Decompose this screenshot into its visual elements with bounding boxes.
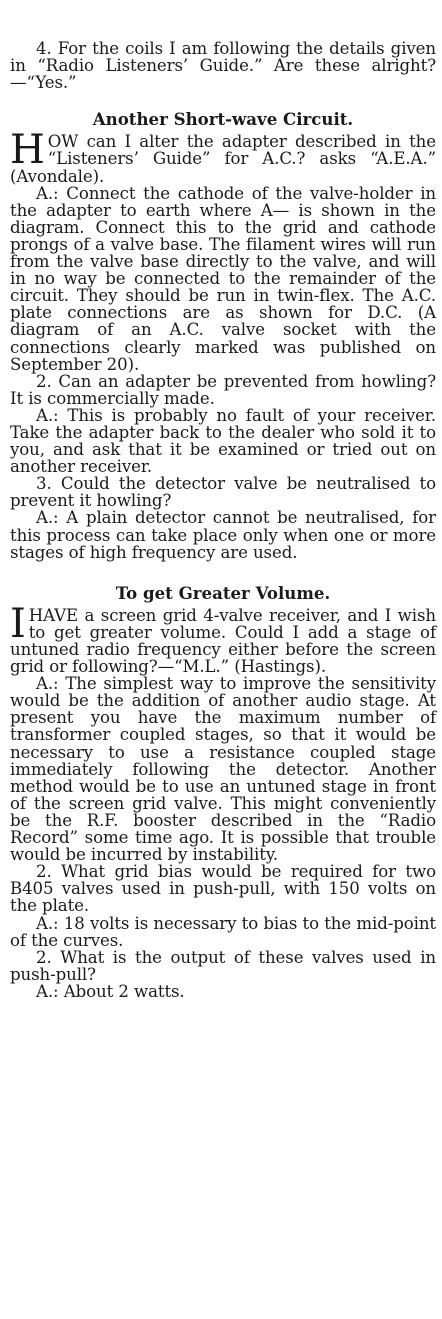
answer-paragraph: A.: About 2 watts. <box>36 981 185 1001</box>
question-paragraph: 2. What is the output of these valves used in push-pull? <box>10 947 436 984</box>
drop-cap-h: H <box>10 127 45 174</box>
answer-paragraph: A.: 18 volts is necessary to bias to the mid-point of the curves. <box>10 913 436 950</box>
answer-paragraph: A.: Connect the cathode of the valve-holder in the adapter to earth where A— is shown in the diagram. Connect this to the grid and cathode prongs of a valve base. The filament wires will run from the valve base directly to the valve, and will in no way be connected to the remainder of the circuit. They should be run in twin-flex. The A.C. plate connections are as shown for D.C. (A diagram of an A.C. valve socket with the connections clearly marked was published on September 20). <box>10 183 436 374</box>
section-intro-adapter <box>10 127 436 186</box>
drop-cap-i: I <box>10 600 26 647</box>
intro-text-adapter: OW can I alter the adapter described in the “Listeners’ Guide” for A.C.? asks “A.E.A.” (Avondale). <box>10 132 436 186</box>
paragraph-coils-question: 4. For the coils I am following the details given in “Radio Listeners’ Guide.” Are these alright?—“Yes.” <box>10 39 436 93</box>
article-column <box>10 40 436 1000</box>
section-heading-short-wave: Another Short-wave Circuit. <box>92 109 354 130</box>
question-paragraph: 3. Could the detector valve be neutralised to prevent it howling? <box>10 474 436 511</box>
answer-paragraph: A.: A plain detector cannot be neutralised, for this process can take place only when one or more stages of high frequency are used. <box>10 508 436 562</box>
question-paragraph: 2. Can an adapter be prevented from howling? It is commercially made. <box>10 371 436 408</box>
answer-paragraph: A.: The simplest way to improve the sensitivity would be the addition of another audio stage. At present you have the maximum number of transformer coupled stages, so that it would be necessary to use a resistance coupled stage immediately following the detector. Another method would be to use an untuned stage in front of the screen grid valve. This might conveniently be the R.F. booster described in the “Radio Record” some time ago. It is possible that trouble would be incurred by instability. <box>10 674 436 865</box>
section-intro-volume <box>10 600 436 677</box>
intro-text-volume: HAVE a screen grid 4-valve receiver, and I wish to get greater volume. Could I add a stage of untuned radio frequency either before the screen grid or following?—“M.L.” (Hastings). <box>10 605 436 677</box>
question-paragraph: 2. What grid bias would be required for two B405 valves used in push-pull, with 150 volts on the plate. <box>10 862 436 916</box>
answer-paragraph: A.: This is probably no fault of your receiver. Take the adapter back to the dealer who sold it to you, and ask that it be examined or tried out on another receiver. <box>10 405 436 477</box>
section-heading-greater-volume: To get Greater Volume. <box>115 582 331 603</box>
